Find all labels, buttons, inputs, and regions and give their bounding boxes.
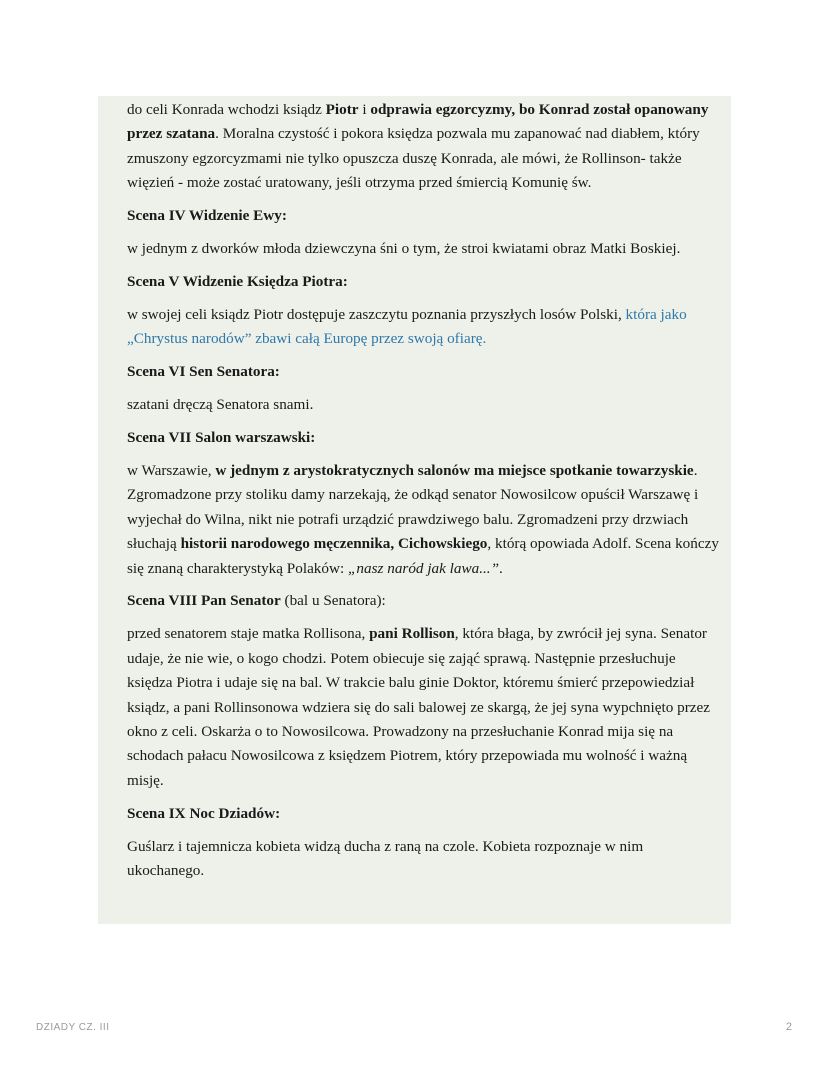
heading-scene6: Scena VI Sen Senatora: bbox=[127, 363, 280, 381]
text: i bbox=[358, 101, 371, 118]
bold-text: Scena VIII Pan Senator bbox=[127, 592, 281, 610]
paragraph-scene7 bbox=[127, 459, 721, 581]
link-text[interactable]: która jako „Chrystus narodów” zbawi całą Europę przez swoją ofiarę. bbox=[127, 305, 687, 348]
heading-scene9: Scena IX Noc Dziadów: bbox=[127, 804, 281, 822]
text: w Warszawie, bbox=[127, 461, 216, 479]
italic-quote: „nasz naród jak lawa...” bbox=[347, 559, 500, 577]
footer-page-number: 2 bbox=[785, 1021, 792, 1033]
text: , którą opowiada Adolf. Scena kończy się znaną charakterystyką Polaków: bbox=[127, 535, 719, 577]
paragraph-scene5 bbox=[127, 303, 721, 352]
bold-text: odprawia egzorcyzmy, bo Konrad został opanowany przez szatana bbox=[127, 101, 709, 143]
text: . Moralna czystość i pokora księdza pozwala mu zapanować nad diabłem, który zmuszony egzorcyzmami nie tylko opuszcza duszę Konrada, ale mówi, że Rollinson- także więzień - może zostać uratowany, jeśli otrzyma przed śmiercią Komunię św. bbox=[127, 125, 700, 192]
text: . bbox=[499, 559, 503, 577]
text: w swojej celi ksiądz Piotr dostępuje zaszczytu poznania przyszłych losów Polski, bbox=[127, 305, 626, 323]
text: (bal u Senatora): bbox=[280, 592, 386, 610]
paragraph-scene4: w jednym z dworków młoda dziewczyna śni o tym, że stroi kwiatami obraz Matki Boskiej. bbox=[127, 240, 681, 258]
heading-scene7: Scena VII Salon warszawski: bbox=[127, 428, 316, 446]
text: przed senatorem staje matka Rollisona, bbox=[127, 625, 370, 643]
paragraph-scene8 bbox=[127, 622, 721, 793]
text: , która błaga, by zwrócił jej syna. Senator udaje, że nie wie, o kogo chodzi. Potem obiecuje się zająć sprawą. Następnie przesłuchuje księdza Piotra i udaje się na bal. W trakcie balu ginie Doktor, któremu śmierć przepowiedział ksiądz, a pani Rollinsonowa wdziera się do sali balowej ze skargą, że jej syna wypchnięto przez okno z celi. Oskarża o to Nowosilcowa. Prowadzony na przesłuchanie Konrad mija się na schodach pałacu Nowosilcowa z księdzem Piotrem, który przepowiada mu wolność i ważną misję. bbox=[127, 625, 710, 789]
heading-scene4: Scena IV Widzenie Ewy: bbox=[127, 207, 287, 225]
paragraph-scene6: szatani dręczą Senatora snami. bbox=[127, 396, 314, 414]
text: . Zgromadzone przy stoliku damy narzekają, że odkąd senator Nowosilcow opuścił Warszawę i wyjechał do Wilna, nikt nie potrafi urządzić prawdziwego balu. Zgromadzeni przy drzwiach słuchają bbox=[127, 461, 699, 553]
heading-scene5: Scena V Widzenie Księdza Piotra: bbox=[127, 272, 348, 290]
bold-text: historii narodowego męczennika, Cichowskiego bbox=[180, 535, 488, 553]
heading-scene8 bbox=[127, 589, 721, 613]
bold-text: Piotr bbox=[325, 101, 359, 118]
text: do celi Konrada wchodzi ksiądz bbox=[127, 101, 326, 118]
footer-document-title: DZIADY CZ. III bbox=[36, 1022, 110, 1033]
paragraph-scene9: Guślarz i tajemnicza kobieta widzą ducha z raną na czole. Kobieta rozpoznaje w nim ukochanego. bbox=[127, 837, 644, 879]
content-box bbox=[98, 96, 731, 924]
bold-text: pani Rollison bbox=[369, 625, 455, 643]
paragraph-scene3-continuation bbox=[127, 98, 721, 196]
bold-text: w jednym z arystokratycznych salonów ma miejsce spotkanie towarzyskie bbox=[215, 461, 694, 479]
